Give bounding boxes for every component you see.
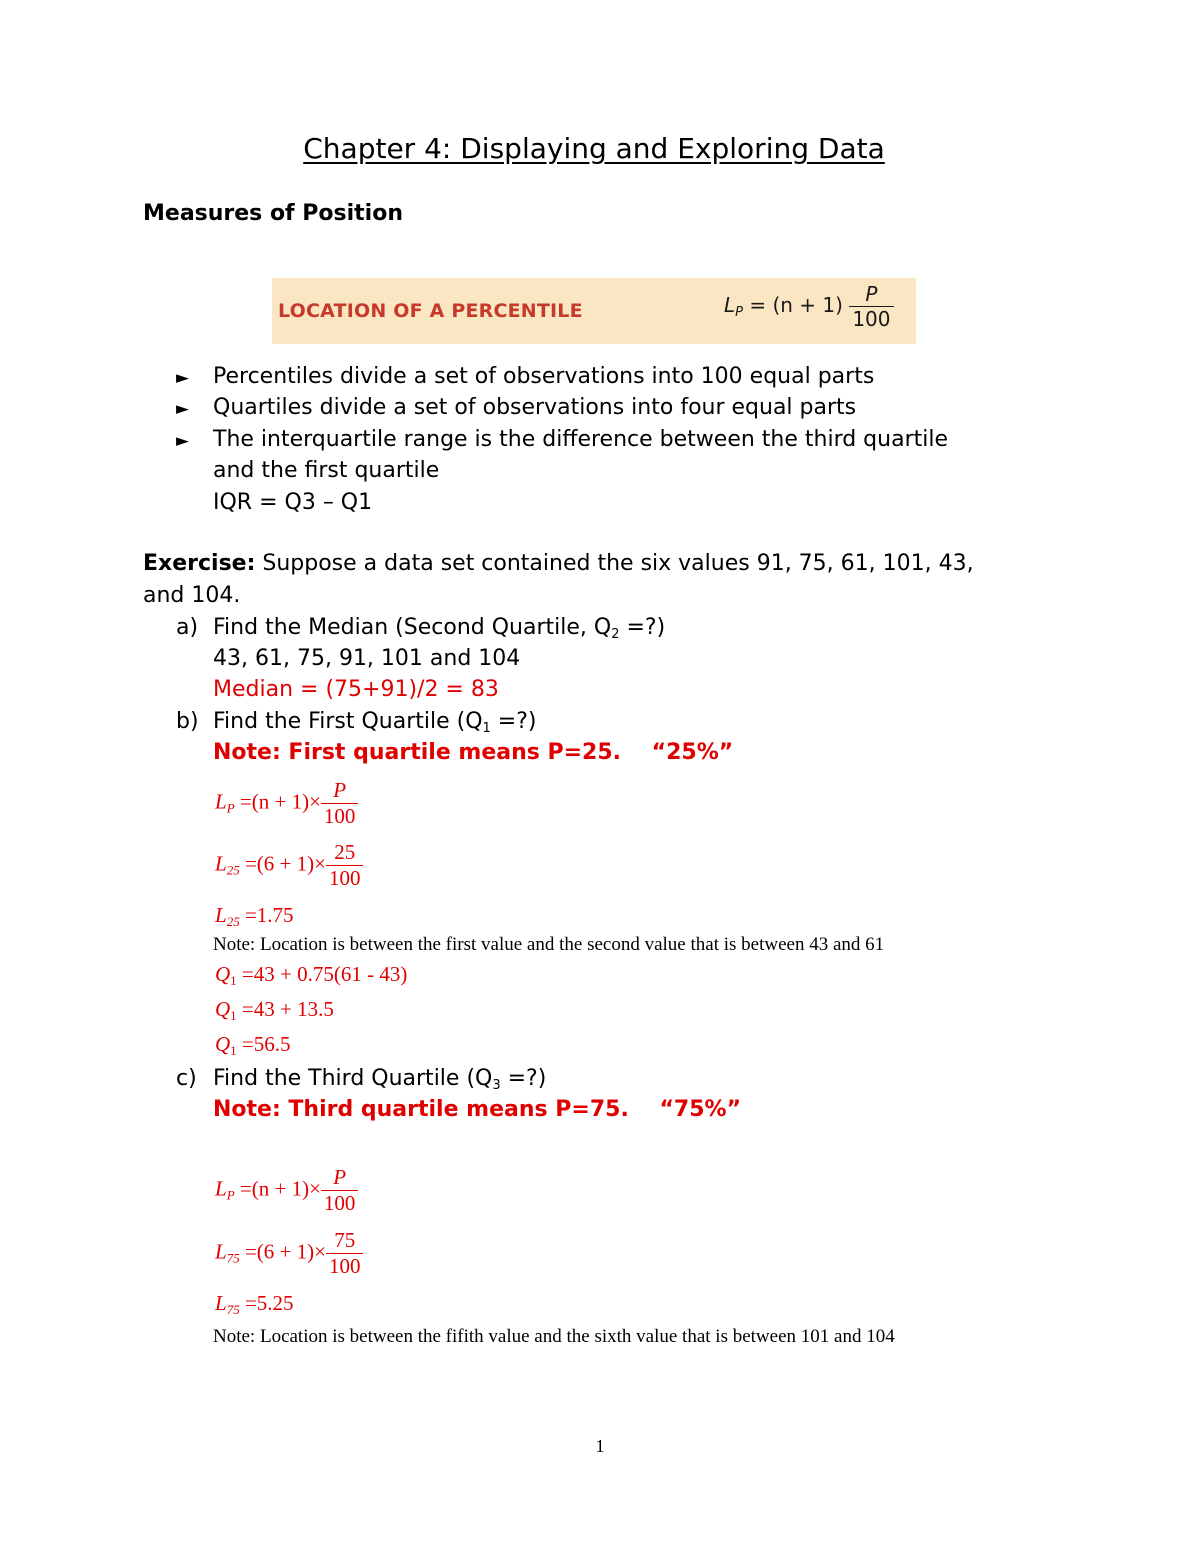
q-rhs: =43 + 0.75(61 - 43) xyxy=(236,962,408,986)
q-lhs: Q xyxy=(215,962,231,986)
location-note-b: Note: Location is between the first value and the second value that is between 43 and 61 xyxy=(213,934,885,955)
q1-step-2 xyxy=(215,997,334,1024)
page-title: Chapter 4: Displaying and Exploring Data xyxy=(303,132,885,165)
q-sub: 1 xyxy=(230,973,237,988)
f-lhs: L xyxy=(215,1239,227,1264)
median-answer: Median = (75+91)/2 = 83 xyxy=(213,677,499,702)
f-den: 100 xyxy=(326,865,364,889)
percentile-box-formula xyxy=(724,284,894,329)
location-note-c: Note: Location is between the fifith value and the sixth value that is between 101 and 104 xyxy=(213,1326,895,1347)
f-lhs: L xyxy=(215,903,227,927)
formula-l75 xyxy=(215,1230,363,1277)
bullet-arrow-icon: ► xyxy=(176,399,190,419)
bullet-item: Percentiles divide a set of observations into 100 equal parts xyxy=(213,364,875,389)
part-b-question xyxy=(213,709,537,736)
part-a-question-text: Find the Median (Second Quartile, Q xyxy=(213,615,612,640)
bullet-arrow-icon: ► xyxy=(176,431,190,451)
q-sub: 1 xyxy=(230,1008,237,1023)
f-rhs: =(n + 1)× xyxy=(234,789,321,814)
q1-step-1 xyxy=(215,962,407,989)
part-c-marker: c) xyxy=(176,1066,197,1091)
part-a-question-end: =?) xyxy=(619,615,666,640)
f-num: P xyxy=(333,778,347,802)
q-lhs: Q xyxy=(215,997,231,1021)
q-rhs: =43 + 13.5 xyxy=(236,997,334,1021)
f-sub: 75 xyxy=(226,1302,240,1317)
formula-lhs: L xyxy=(724,293,736,317)
exercise-statement xyxy=(143,551,974,576)
formula-mid: = (n + 1) xyxy=(749,293,843,317)
formula-lp xyxy=(215,780,358,827)
f-sub: 25 xyxy=(226,914,240,929)
f-rhs: =(n + 1)× xyxy=(234,1176,321,1201)
part-b-marker: b) xyxy=(176,709,199,734)
part-a-marker: a) xyxy=(176,615,199,640)
formula-l75-result xyxy=(215,1291,294,1318)
bullet-item: The interquartile range is the difference between the third quartile xyxy=(213,427,949,452)
bullet-arrow-icon: ► xyxy=(176,368,190,388)
exercise-label: Exercise: xyxy=(143,551,256,576)
f-den: 100 xyxy=(326,1253,364,1277)
f-rhs: =(6 + 1)× xyxy=(239,1239,326,1264)
formula-num: P xyxy=(865,282,878,306)
bullet-item: Quartiles divide a set of observations into four equal parts xyxy=(213,395,857,420)
percentile-formula-box xyxy=(272,278,916,344)
f-lhs: L xyxy=(215,1291,227,1315)
part-b-sub: 1 xyxy=(482,721,491,736)
q-rhs: =56.5 xyxy=(236,1032,291,1056)
q-sub: 1 xyxy=(230,1043,237,1058)
formula-den: 100 xyxy=(849,306,893,329)
f-lhs: L xyxy=(215,789,227,814)
section-heading: Measures of Position xyxy=(143,201,403,226)
f-rhs: =(6 + 1)× xyxy=(239,851,326,876)
bullet-item-continued: and the first quartile xyxy=(213,458,440,483)
part-c-sub: 3 xyxy=(492,1078,501,1093)
exercise-statement-continued: and 104. xyxy=(143,583,241,608)
part-c-question-text: Find the Third Quartile (Q xyxy=(213,1066,493,1091)
formula-sub: P xyxy=(735,305,743,320)
f-sub: P xyxy=(226,1187,235,1203)
part-a-question xyxy=(213,615,665,642)
part-c-question xyxy=(213,1066,546,1093)
f-sub: P xyxy=(226,800,235,816)
exercise-text: Suppose a data set contained the six values 91, 75, 61, 101, 43, xyxy=(255,551,974,576)
part-b-question-text: Find the First Quartile (Q xyxy=(213,709,483,734)
f-sub: 75 xyxy=(226,1250,240,1266)
formula-lp-c xyxy=(215,1167,358,1214)
f-lhs: L xyxy=(215,851,227,876)
part-c-question-end: =?) xyxy=(500,1066,547,1091)
formula-l25 xyxy=(215,842,363,889)
first-quartile-note: Note: First quartile means P=25. “25%” xyxy=(213,740,734,765)
percentile-box-label: LOCATION OF A PERCENTILE xyxy=(278,300,583,322)
part-a-sub: 2 xyxy=(611,627,620,642)
f-lhs: L xyxy=(215,1176,227,1201)
f-num: 25 xyxy=(334,840,356,864)
q-lhs: Q xyxy=(215,1032,231,1056)
formula-l25-result xyxy=(215,903,294,930)
f-rhs: =5.25 xyxy=(239,1291,294,1315)
third-quartile-note: Note: Third quartile means P=75. “75%” xyxy=(213,1097,742,1122)
f-den: 100 xyxy=(321,803,359,827)
iqr-formula: IQR = Q3 – Q1 xyxy=(213,490,373,515)
sorted-values: 43, 61, 75, 91, 101 and 104 xyxy=(213,646,521,671)
f-den: 100 xyxy=(321,1190,359,1214)
q1-step-3 xyxy=(215,1032,291,1059)
f-num: P xyxy=(333,1165,347,1189)
f-sub: 25 xyxy=(226,862,240,878)
page-number: 1 xyxy=(595,1436,605,1456)
f-num: 75 xyxy=(334,1228,356,1252)
f-rhs: =1.75 xyxy=(239,903,294,927)
part-b-question-end: =?) xyxy=(490,709,537,734)
